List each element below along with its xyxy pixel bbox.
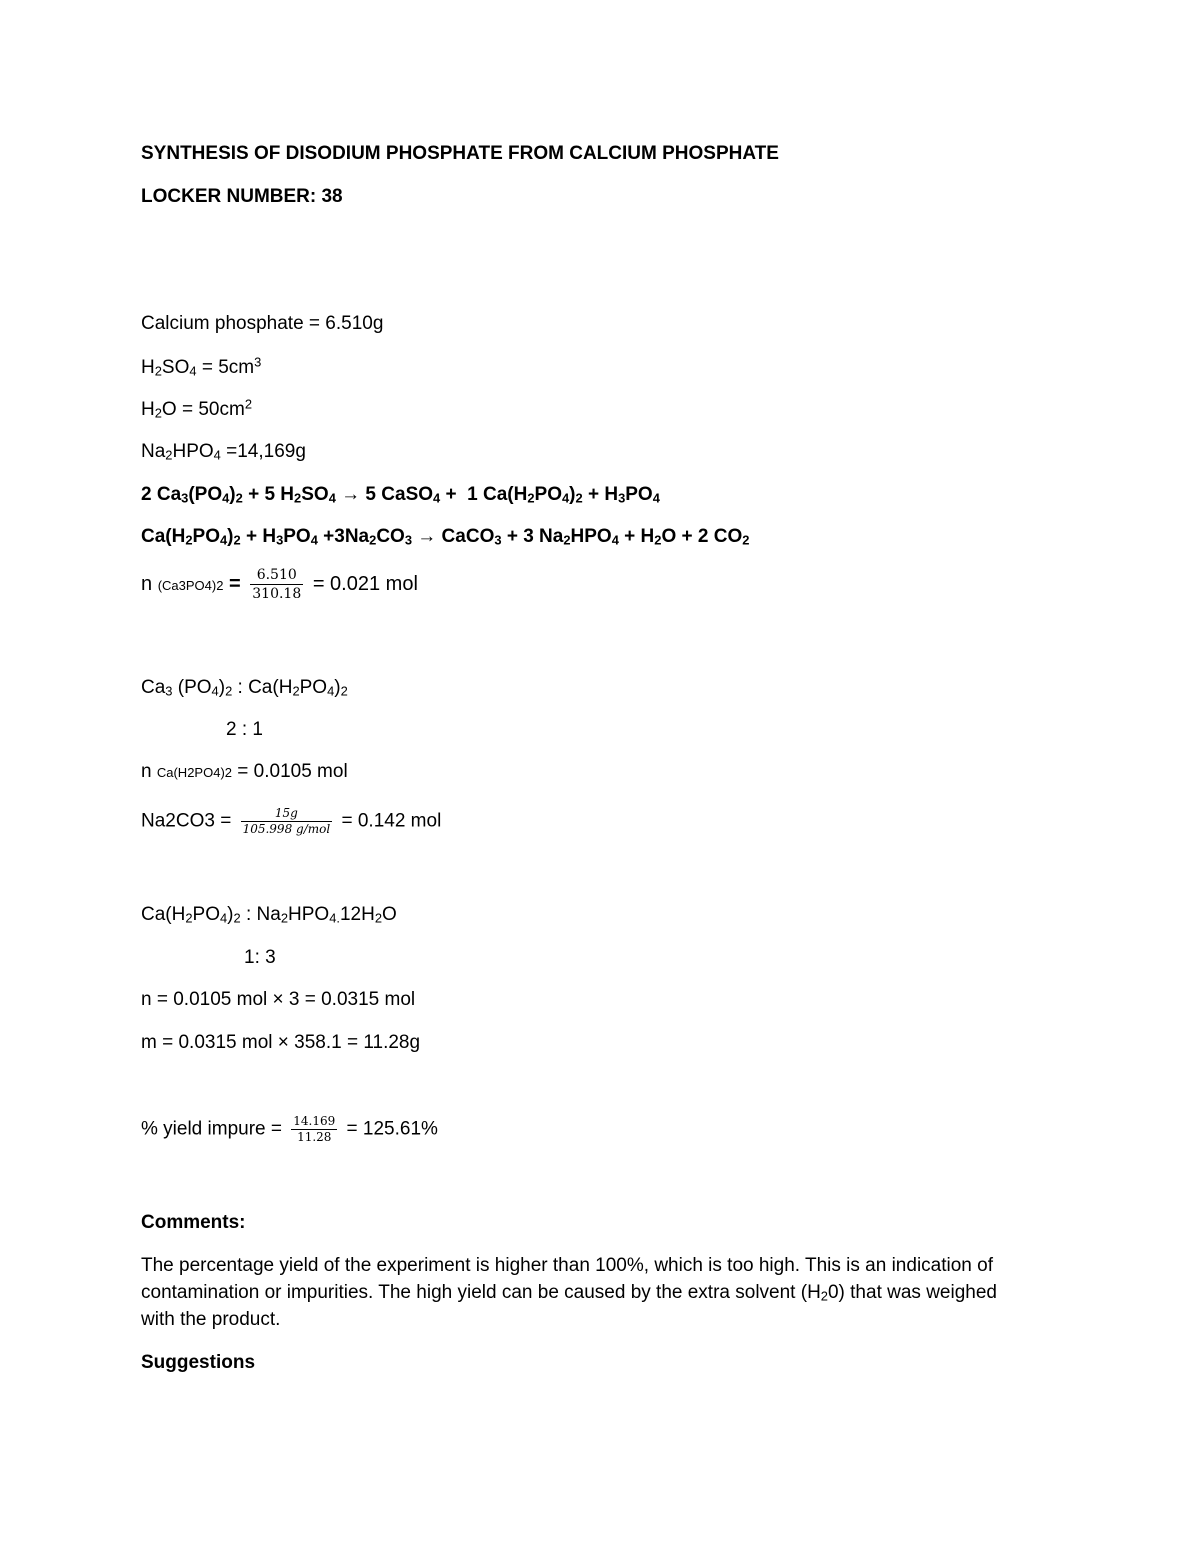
fraction-mass-over-molar-mass: $\frac{6.510}{310.18}$ <box>252 567 302 602</box>
na2hpo4-mass: $Na_2HPO_4 =14,169g$ <box>141 441 306 463</box>
reaction-equation-2: $Ca(H_2PO_4)_2 + H_3PO_4 +3Na_2CO_3$ → CaCO$_3$ + 3 $Na_2HPO_4 + H_2O + 2$ $CO_2$ <box>141 526 750 548</box>
moles-sodium-carbonate: Na2CO3 = $\frac{15g}{\text{105.998 g/mol}}$ = 0.142 mol <box>141 806 442 836</box>
fraction-na2co3: $\frac{15g}{\text{105.998 g/mol}}$ <box>242 806 331 836</box>
suggestions-heading: Suggestions <box>141 1352 256 1373</box>
mole-ratio-2-value: 1: 3 <box>244 947 276 968</box>
mole-ratio-1-value: 2 : 1 <box>226 719 263 740</box>
moles-product: n = 0.0105 mol × 3 = 0.0315 mol <box>141 989 416 1010</box>
moles-calcium-dihydrogen-phosphate: n Ca(H2PO4)2 = 0.0105 mol <box>141 761 348 782</box>
calcium-phosphate-mass: Calcium phosphate = 6.510g <box>141 313 384 334</box>
mass-product: m = 0.0315 mol × 358.1 = 11.28g <box>141 1032 421 1053</box>
h2so4-volume: $H_2SO_4 = 5cm^3$ <box>141 354 262 379</box>
h2o-volume: $H_2O = 50cm^2$ <box>141 396 253 421</box>
comments-heading: Comments: <box>141 1212 246 1233</box>
reaction-equation-1: 2 $Ca_3(PO_4)_2 + 5$ $H_2SO_4 \to 5$ CaSO$_4$ + 1 $Ca(H_2PO_4)_2 + H_3PO_4$ <box>141 484 660 506</box>
mole-ratio-1-label: $Ca_3$ $(PO_4)_2$ : $Ca(H_2PO_4)_2$ <box>141 677 348 699</box>
comments-paragraph: The percentage yield of the experiment is higher than 100%, which is too high. This is an indication of contamination or impurities. The high yield can be caused by the extra solvent $(H_20)$ that was weighed with the product. <box>141 1255 997 1330</box>
moles-calcium-phosphate: n (Ca3PO4)2 = $\frac{6.510}{310.18}$ = 0.021 mol <box>141 567 418 602</box>
document-title: SYNTHESIS OF DISODIUM PHOSPHATE FROM CALCIUM PHOSPHATE <box>141 143 779 164</box>
fraction-yield: $\frac{14.169}{11.28}$ <box>293 1114 336 1144</box>
mole-ratio-2-label: $Ca(H_2PO_4)_2$ : $Na_2HPO_{4.}12H_2O$ <box>141 904 397 926</box>
locker-number: LOCKER NUMBER: 38 <box>141 186 343 207</box>
percent-yield: % yield impure = $\frac{14.169}{11.28}$ = 125.61% <box>141 1114 438 1144</box>
